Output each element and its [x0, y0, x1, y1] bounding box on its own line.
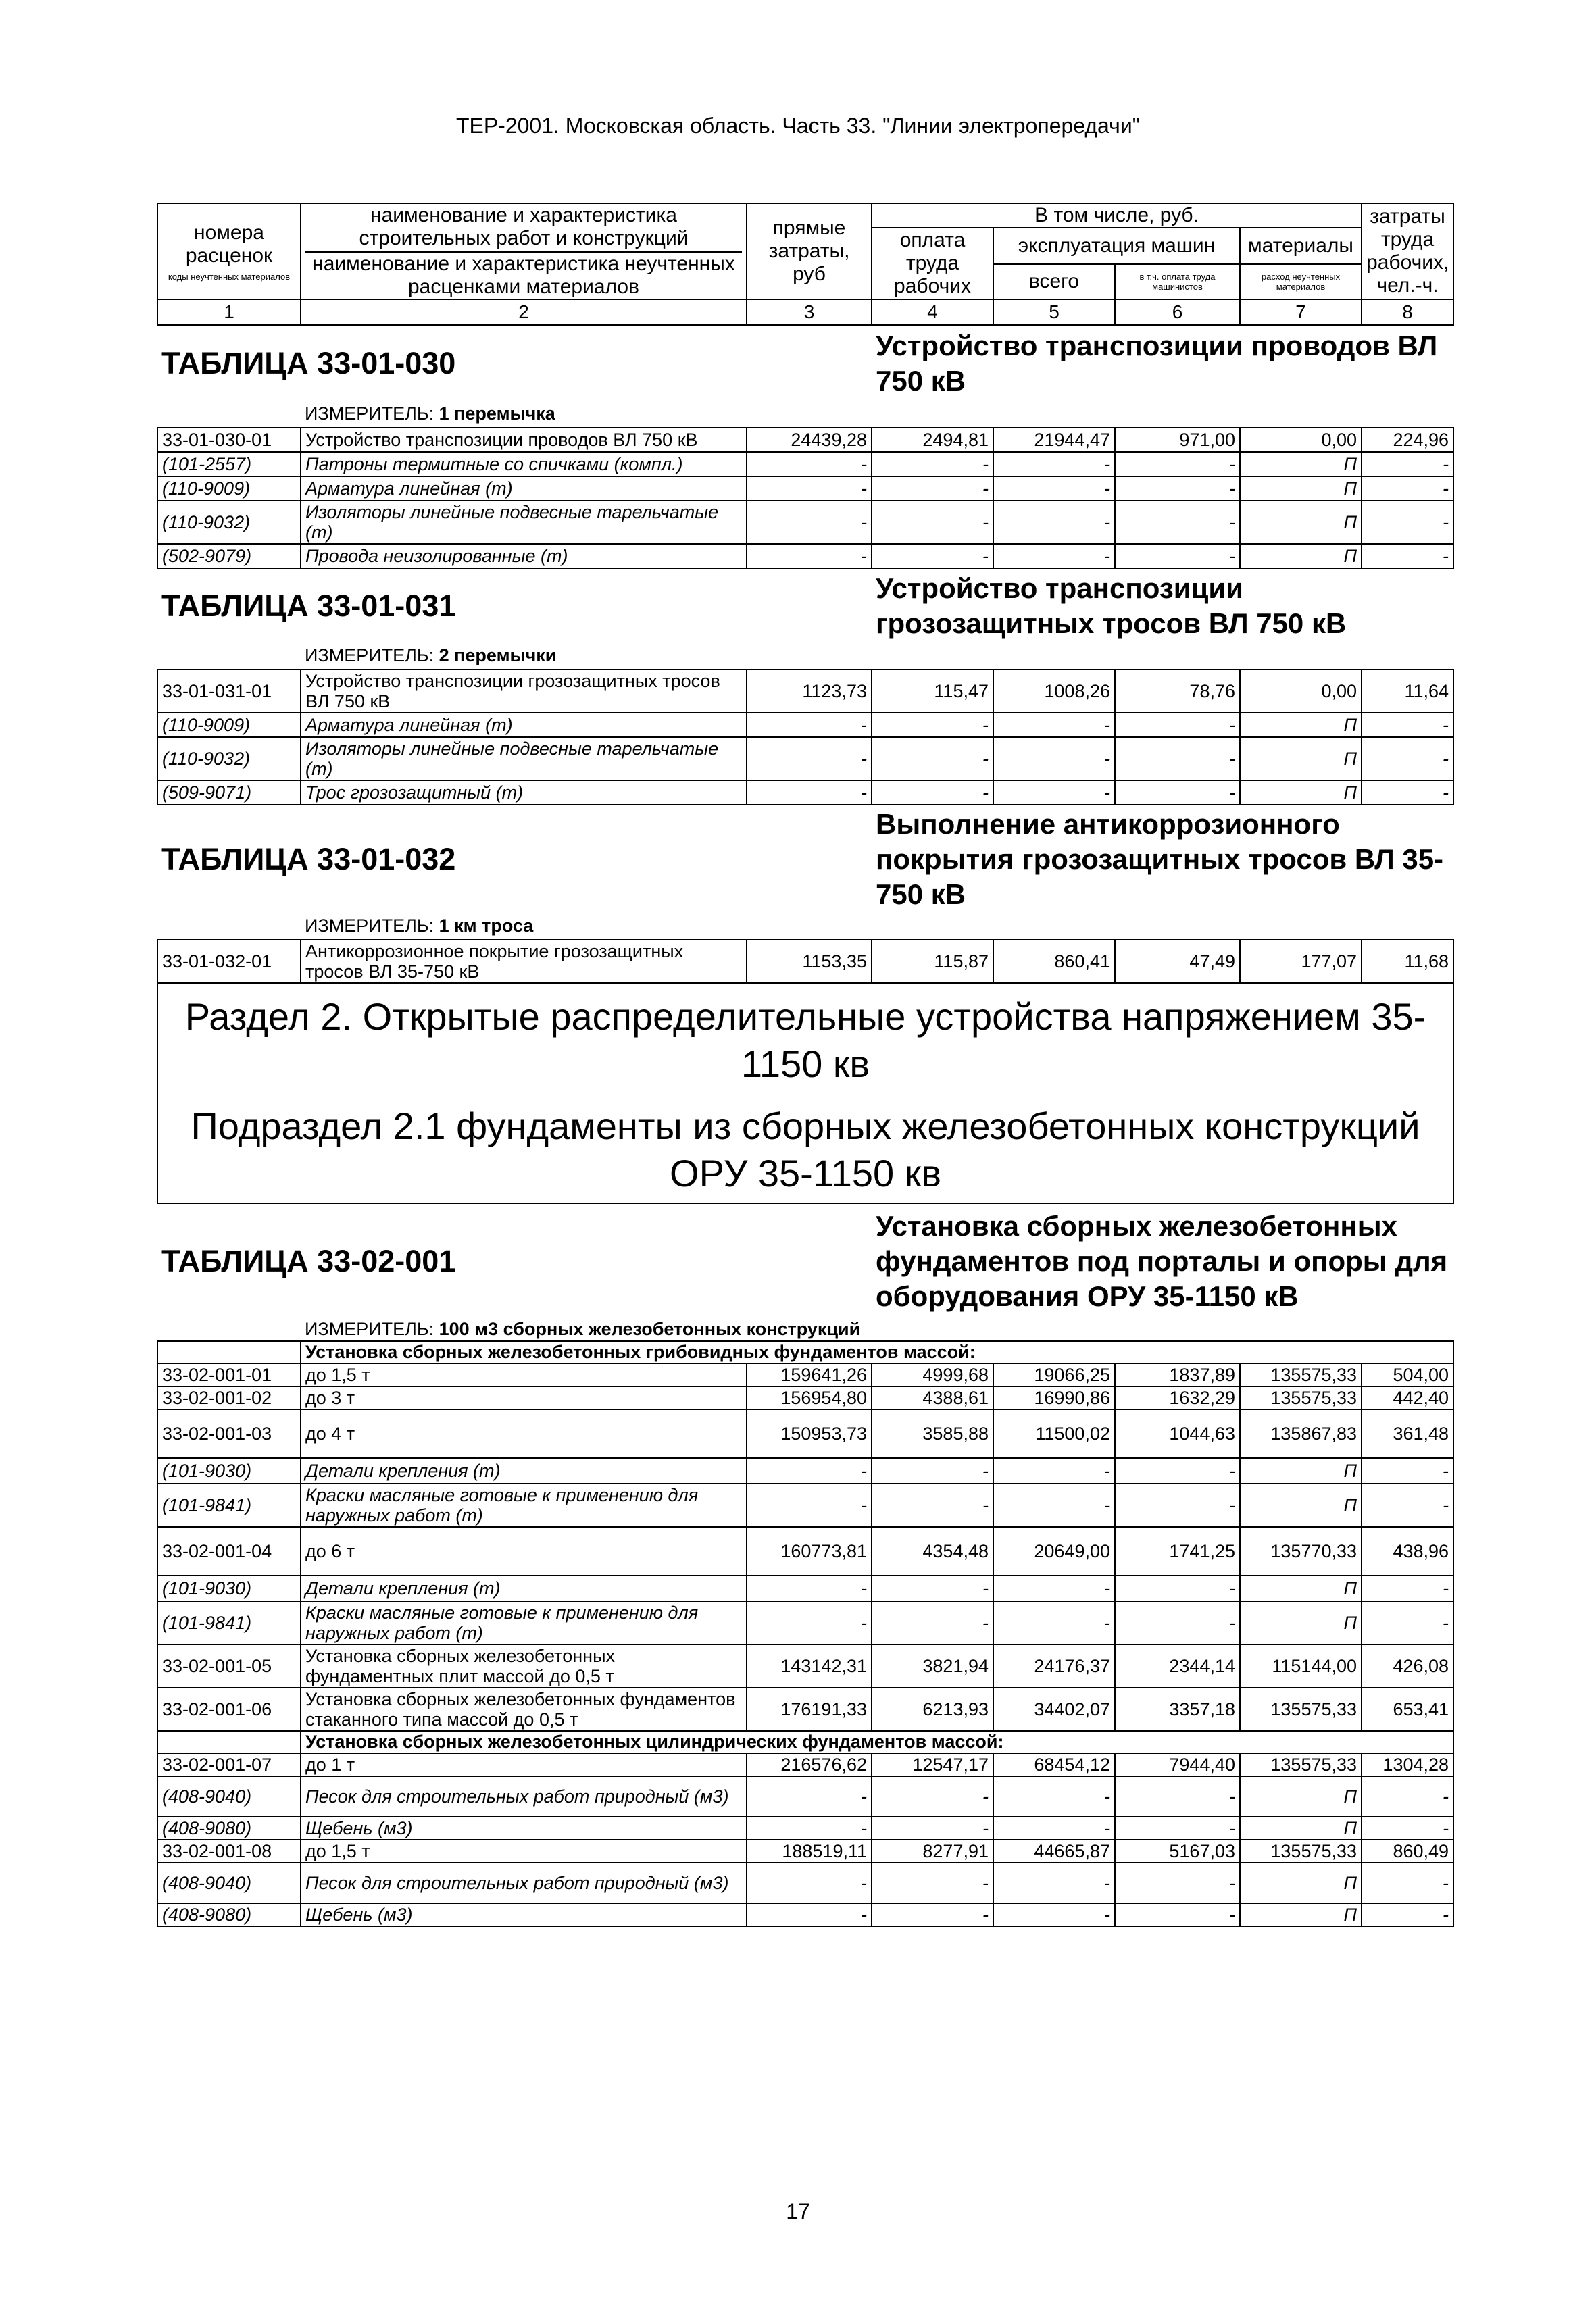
materials: П: [1240, 1458, 1362, 1484]
rate-name: Арматура линейная (т): [301, 476, 747, 501]
rate-name: до 6 т: [301, 1527, 747, 1576]
machines-wages: -: [1115, 1576, 1240, 1601]
materials: 0,00: [1240, 428, 1362, 452]
materials: П: [1240, 476, 1362, 501]
rate-name: Щебень (м3): [301, 1817, 747, 1840]
col-direct: прямые затраты, руб: [747, 203, 872, 299]
machines-total: -: [993, 1817, 1115, 1840]
labor-hours: -: [1362, 544, 1453, 568]
t031-title: Устройство транспозиции грозозащитных тросов ВЛ 750 кВ: [876, 572, 1347, 639]
wages: 115,47: [872, 670, 993, 713]
labor-hours: 442,40: [1362, 1386, 1453, 1409]
materials: П: [1240, 1863, 1362, 1903]
direct-cost: 176191,33: [747, 1688, 872, 1731]
materials: П: [1240, 1601, 1362, 1644]
machines-total: -: [993, 452, 1115, 476]
t032-measure: ИЗМЕРИТЕЛЬ: 1 км троса: [305, 915, 534, 936]
wages: -: [872, 737, 993, 780]
rate-code: (502-9079): [157, 544, 301, 568]
machines-wages: 7944,40: [1115, 1753, 1240, 1776]
rate-name: Установка сборных железобетонных фундаментных плит массой до 0,5 т: [301, 1644, 747, 1688]
direct-cost: 188519,11: [747, 1840, 872, 1863]
t2001-measure: ИЗМЕРИТЕЛЬ: 100 м3 сборных железобетонных конструкций: [305, 1319, 861, 1339]
machines-wages: -: [1115, 1817, 1240, 1840]
machines-wages: -: [1115, 476, 1240, 501]
material-row: [157, 737, 1453, 780]
direct-cost: -: [747, 1601, 872, 1644]
machines-total: -: [993, 1776, 1115, 1817]
rate-code: (110-9009): [157, 476, 301, 501]
document-sheet: [157, 203, 1453, 1927]
machines-wages: 1044,63: [1115, 1409, 1240, 1458]
machines-wages: -: [1115, 452, 1240, 476]
material-row: [157, 544, 1453, 568]
wages: 2494,81: [872, 428, 993, 452]
rate-code: 33-02-001-06: [157, 1688, 301, 1731]
machines-wages: -: [1115, 1484, 1240, 1527]
materials: 0,00: [1240, 670, 1362, 713]
materials: П: [1240, 1484, 1362, 1527]
rate-code: 33-01-032-01: [157, 940, 301, 983]
machines-total: 34402,07: [993, 1688, 1115, 1731]
direct-cost: -: [747, 1903, 872, 1926]
rate-row: [157, 1386, 1453, 1409]
direct-cost: 160773,81: [747, 1527, 872, 1576]
machines-total: 860,41: [993, 940, 1115, 983]
machines-wages: -: [1115, 544, 1240, 568]
rates-table: [157, 203, 1454, 1927]
machines-wages: -: [1115, 737, 1240, 780]
material-row: [157, 1576, 1453, 1601]
labor-hours: -: [1362, 1776, 1453, 1817]
col-codes: номера расценок коды неучтенных материалов: [157, 203, 301, 299]
rate-row: [157, 428, 1453, 452]
labor-hours: -: [1362, 1903, 1453, 1926]
machines-wages: -: [1115, 1458, 1240, 1484]
t2001-group1: Установка сборных железобетонных грибовидных фундаментов массой:: [301, 1341, 1453, 1363]
wages: -: [872, 452, 993, 476]
material-row: [157, 501, 1453, 544]
labor-hours: 860,49: [1362, 1840, 1453, 1863]
t031-rows: [157, 670, 1453, 805]
rate-name: до 1 т: [301, 1753, 747, 1776]
page-header: ТЕР-2001. Московская область. Часть 33. "Линии электропередачи": [455, 114, 1141, 138]
t032-title: Выполнение антикоррозионного покрытия грозозащитных тросов ВЛ 35-750 кВ: [876, 807, 1444, 910]
machines-wages: -: [1115, 1863, 1240, 1903]
material-row: [157, 780, 1453, 805]
materials: П: [1240, 1776, 1362, 1817]
rate-code: (101-2557): [157, 452, 301, 476]
col-name: наименование и характеристика строительных работ и конструкций наименование и характеристика неучтенных расценками материалов: [301, 203, 747, 299]
labor-hours: 504,00: [1362, 1363, 1453, 1386]
material-row: [157, 1903, 1453, 1926]
rate-code: 33-02-001-05: [157, 1644, 301, 1688]
wages: -: [872, 713, 993, 737]
rate-code: (101-9030): [157, 1576, 301, 1601]
machines-total: 24176,37: [993, 1644, 1115, 1688]
rate-name: Арматура линейная (т): [301, 713, 747, 737]
rate-row: [157, 1840, 1453, 1863]
wages: -: [872, 1776, 993, 1817]
t2001-title: Установка сборных железобетонных фундаментов под порталы и опоры для оборудования ОРУ 35-1150 кВ: [876, 1209, 1448, 1312]
rate-code: 33-02-001-08: [157, 1840, 301, 1863]
rate-name: Трос грозозащитный (т): [301, 780, 747, 805]
material-row: [157, 1863, 1453, 1903]
wages: 3585,88: [872, 1409, 993, 1458]
materials: 135867,83: [1240, 1409, 1362, 1458]
rate-code: (509-9071): [157, 780, 301, 805]
rate-code: 33-02-001-03: [157, 1409, 301, 1458]
wages: 6213,93: [872, 1688, 993, 1731]
machines-total: -: [993, 737, 1115, 780]
rate-row: [157, 1644, 1453, 1688]
rate-code: (101-9841): [157, 1484, 301, 1527]
material-row: [157, 1776, 1453, 1817]
materials: П: [1240, 501, 1362, 544]
labor-hours: -: [1362, 780, 1453, 805]
materials: П: [1240, 737, 1362, 780]
wages: -: [872, 476, 993, 501]
rate-row: [157, 940, 1453, 983]
direct-cost: 1123,73: [747, 670, 872, 713]
rate-code: (408-9040): [157, 1776, 301, 1817]
rate-row: [157, 670, 1453, 713]
machines-wages: 2344,14: [1115, 1644, 1240, 1688]
rate-name: до 4 т: [301, 1409, 747, 1458]
direct-cost: -: [747, 713, 872, 737]
machines-wages: 1837,89: [1115, 1363, 1240, 1386]
labor-hours: -: [1362, 1576, 1453, 1601]
machines-wages: 3357,18: [1115, 1688, 1240, 1731]
rate-name: до 3 т: [301, 1386, 747, 1409]
rate-name: Антикоррозионное покрытие грозозащитных тросов ВЛ 35-750 кВ: [301, 940, 747, 983]
page-number: 17: [786, 2199, 810, 2223]
machines-total: 19066,25: [993, 1363, 1115, 1386]
wages: 3821,94: [872, 1644, 993, 1688]
t030-rows: [157, 428, 1453, 568]
rate-code: 33-02-001-04: [157, 1527, 301, 1576]
direct-cost: 143142,31: [747, 1644, 872, 1688]
machines-total: -: [993, 780, 1115, 805]
materials: 135575,33: [1240, 1386, 1362, 1409]
wages: -: [872, 1817, 993, 1840]
labor-hours: -: [1362, 1484, 1453, 1527]
materials: П: [1240, 1817, 1362, 1840]
labor-hours: 11,64: [1362, 670, 1453, 713]
rate-name: Патроны термитные со спичками (компл.): [301, 452, 747, 476]
rate-code: 33-02-001-07: [157, 1753, 301, 1776]
rate-name: до 1,5 т: [301, 1363, 747, 1386]
t032-meas-row: [157, 913, 1453, 940]
machines-wages: -: [1115, 1601, 1240, 1644]
col-labor: затраты труда рабочих, чел.-ч.: [1362, 203, 1453, 299]
rate-name: Установка сборных железобетонных фундаментов стаканного типа массой до 0,5 т: [301, 1688, 747, 1731]
header-row-1: [157, 203, 1453, 228]
rate-code: (110-9032): [157, 737, 301, 780]
t030-meas-row: [157, 401, 1453, 428]
machines-wages: -: [1115, 713, 1240, 737]
t030-title-row: [157, 325, 1453, 401]
col-materials: материалы: [1240, 228, 1362, 264]
t2001-group1-row: [157, 1341, 1453, 1363]
materials: 177,07: [1240, 940, 1362, 983]
col-wages: оплата труда рабочих: [872, 228, 993, 299]
col-materials-sub: расход неучтенных материалов: [1240, 264, 1362, 299]
machines-wages: 47,49: [1115, 940, 1240, 983]
machines-wages: -: [1115, 1903, 1240, 1926]
machines-total: -: [993, 1458, 1115, 1484]
rate-name: Детали крепления (т): [301, 1576, 747, 1601]
direct-cost: 159641,26: [747, 1363, 872, 1386]
direct-cost: -: [747, 780, 872, 805]
machines-wages: 971,00: [1115, 428, 1240, 452]
materials: П: [1240, 713, 1362, 737]
rate-code: (110-9009): [157, 713, 301, 737]
wages: -: [872, 1903, 993, 1926]
t2001-group2: Установка сборных железобетонных цилиндрических фундаментов массой:: [301, 1731, 1453, 1753]
t2001-group2-row: [157, 1731, 1453, 1753]
section-2-heading: Раздел 2. Открытые распределительные устройства напряжением 35-1150 кв Подраздел 2.1 фундаменты из сборных железобетонных конструкций ОРУ 35-1150 кв: [157, 983, 1453, 1203]
rate-row: [157, 1688, 1453, 1731]
labor-hours: -: [1362, 713, 1453, 737]
rate-name: Изоляторы линейные подвесные тарельчатые (т): [301, 737, 747, 780]
direct-cost: -: [747, 1776, 872, 1817]
labor-hours: 438,96: [1362, 1527, 1453, 1576]
labor-hours: 224,96: [1362, 428, 1453, 452]
header-numbers: 1 2 3 4 5 6 7 8: [157, 299, 1453, 325]
machines-total: 1008,26: [993, 670, 1115, 713]
wages: -: [872, 1484, 993, 1527]
direct-cost: -: [747, 1484, 872, 1527]
col-incl: В том числе, руб.: [872, 203, 1362, 228]
labor-hours: 653,41: [1362, 1688, 1453, 1731]
wages: -: [872, 780, 993, 805]
labor-hours: -: [1362, 1863, 1453, 1903]
rate-name: Щебень (м3): [301, 1903, 747, 1926]
labor-hours: -: [1362, 1458, 1453, 1484]
machines-total: 20649,00: [993, 1527, 1115, 1576]
t2001-rows1: [157, 1363, 1453, 1731]
rate-name: Детали крепления (т): [301, 1458, 747, 1484]
wages: 8277,91: [872, 1840, 993, 1863]
materials: П: [1240, 544, 1362, 568]
direct-cost: 216576,62: [747, 1753, 872, 1776]
machines-total: 16990,86: [993, 1386, 1115, 1409]
materials: П: [1240, 780, 1362, 805]
rate-name: Песок для строительных работ природный (м3): [301, 1776, 747, 1817]
machines-wages: 78,76: [1115, 670, 1240, 713]
rate-code: (101-9841): [157, 1601, 301, 1644]
t030-measure: ИЗМЕРИТЕЛЬ: 1 перемычка: [305, 403, 555, 424]
materials: 135575,33: [1240, 1363, 1362, 1386]
machines-total: -: [993, 1576, 1115, 1601]
rate-name: Краски масляные готовые к применению для наружных работ (т): [301, 1601, 747, 1644]
t031-title-row: [157, 568, 1453, 643]
machines-total: -: [993, 1601, 1115, 1644]
direct-cost: -: [747, 1817, 872, 1840]
t2001-rows2: [157, 1753, 1453, 1926]
machines-total: -: [993, 1863, 1115, 1903]
rate-code: (408-9080): [157, 1817, 301, 1840]
rate-name: Провода неизолированные (т): [301, 544, 747, 568]
rate-name: Изоляторы линейные подвесные тарельчатые (т): [301, 501, 747, 544]
direct-cost: 1153,35: [747, 940, 872, 983]
direct-cost: -: [747, 1863, 872, 1903]
materials: 135575,33: [1240, 1840, 1362, 1863]
rate-row: [157, 1363, 1453, 1386]
labor-hours: 426,08: [1362, 1644, 1453, 1688]
material-row: [157, 476, 1453, 501]
t031-meas-row: [157, 643, 1453, 670]
materials: 135575,33: [1240, 1753, 1362, 1776]
material-row: [157, 452, 1453, 476]
materials: П: [1240, 1903, 1362, 1926]
rate-row: [157, 1409, 1453, 1458]
t032-code: ТАБЛИЦА 33-01-032: [161, 841, 456, 876]
machines-total: 44665,87: [993, 1840, 1115, 1863]
rate-code: (101-9030): [157, 1458, 301, 1484]
rate-name: Устройство транспозиции проводов ВЛ 750 кВ: [301, 428, 747, 452]
section-2-row: [157, 983, 1453, 1203]
wages: -: [872, 501, 993, 544]
t030-title: Устройство транспозиции проводов ВЛ 750 кВ: [876, 329, 1438, 397]
material-row: [157, 713, 1453, 737]
machines-total: -: [993, 713, 1115, 737]
machines-total: -: [993, 476, 1115, 501]
wages: -: [872, 1863, 993, 1903]
col-machines-total: всего: [993, 264, 1115, 299]
machines-wages: -: [1115, 501, 1240, 544]
materials: 135575,33: [1240, 1688, 1362, 1731]
direct-cost: -: [747, 1576, 872, 1601]
rate-code: (110-9032): [157, 501, 301, 544]
machines-wages: 1741,25: [1115, 1527, 1240, 1576]
material-row: [157, 1484, 1453, 1527]
labor-hours: -: [1362, 476, 1453, 501]
machines-wages: -: [1115, 1776, 1240, 1817]
t2001-code: ТАБЛИЦА 33-02-001: [161, 1243, 456, 1278]
direct-cost: 24439,28: [747, 428, 872, 452]
machines-wages: -: [1115, 780, 1240, 805]
wages: -: [872, 1601, 993, 1644]
machines-total: 68454,12: [993, 1753, 1115, 1776]
labor-hours: -: [1362, 1601, 1453, 1644]
direct-cost: 150953,73: [747, 1409, 872, 1458]
machines-wages: 1632,29: [1115, 1386, 1240, 1409]
materials: 135770,33: [1240, 1527, 1362, 1576]
material-row: [157, 1817, 1453, 1840]
labor-hours: 1304,28: [1362, 1753, 1453, 1776]
wages: 4388,61: [872, 1386, 993, 1409]
col-machines: эксплуатация машин: [993, 228, 1240, 264]
subsection-21-heading: Подраздел 2.1 фундаменты из сборных железобетонных конструкций ОРУ 35-1150 кв: [191, 1105, 1420, 1194]
rate-code: (408-9040): [157, 1863, 301, 1903]
rate-name: до 1,5 т: [301, 1840, 747, 1863]
rate-code: 33-01-031-01: [157, 670, 301, 713]
rate-code: 33-02-001-02: [157, 1386, 301, 1409]
rate-code: 33-02-001-01: [157, 1363, 301, 1386]
rate-name: Песок для строительных работ природный (м3): [301, 1863, 747, 1903]
t2001-title-row: [157, 1203, 1453, 1318]
wages: 4999,68: [872, 1363, 993, 1386]
wages: 115,87: [872, 940, 993, 983]
labor-hours: -: [1362, 452, 1453, 476]
labor-hours: 361,48: [1362, 1409, 1453, 1458]
material-row: [157, 1601, 1453, 1644]
t032-rows: [157, 940, 1453, 983]
rate-code: 33-01-030-01: [157, 428, 301, 452]
rate-name: Краски масляные готовые к применению для наружных работ (т): [301, 1484, 747, 1527]
materials: 115144,00: [1240, 1644, 1362, 1688]
materials: П: [1240, 1576, 1362, 1601]
machines-total: -: [993, 1484, 1115, 1527]
t032-title-row: [157, 805, 1453, 913]
material-row: [157, 1458, 1453, 1484]
machines-wages: 5167,03: [1115, 1840, 1240, 1863]
machines-total: 21944,47: [993, 428, 1115, 452]
wages: -: [872, 544, 993, 568]
machines-total: -: [993, 544, 1115, 568]
direct-cost: -: [747, 501, 872, 544]
t031-code: ТАБЛИЦА 33-01-031: [161, 588, 456, 623]
t031-measure: ИЗМЕРИТЕЛЬ: 2 перемычки: [305, 645, 557, 665]
rate-row: [157, 1527, 1453, 1576]
col-machines-wages: в т.ч. оплата труда машинистов: [1115, 264, 1240, 299]
t030-code: ТАБЛИЦА 33-01-030: [161, 345, 456, 380]
direct-cost: -: [747, 737, 872, 780]
t2001-meas-row: [157, 1318, 1453, 1341]
wages: 4354,48: [872, 1527, 993, 1576]
machines-total: -: [993, 1903, 1115, 1926]
machines-total: -: [993, 501, 1115, 544]
direct-cost: -: [747, 452, 872, 476]
labor-hours: 11,68: [1362, 940, 1453, 983]
wages: -: [872, 1458, 993, 1484]
direct-cost: -: [747, 1458, 872, 1484]
rate-row: [157, 1753, 1453, 1776]
machines-total: 11500,02: [993, 1409, 1115, 1458]
rate-code: (408-9080): [157, 1903, 301, 1926]
wages: -: [872, 1576, 993, 1601]
labor-hours: -: [1362, 1817, 1453, 1840]
wages: 12547,17: [872, 1753, 993, 1776]
labor-hours: -: [1362, 737, 1453, 780]
direct-cost: 156954,80: [747, 1386, 872, 1409]
direct-cost: -: [747, 544, 872, 568]
labor-hours: -: [1362, 501, 1453, 544]
rate-name: Устройство транспозиции грозозащитных тросов ВЛ 750 кВ: [301, 670, 747, 713]
direct-cost: -: [747, 476, 872, 501]
materials: П: [1240, 452, 1362, 476]
